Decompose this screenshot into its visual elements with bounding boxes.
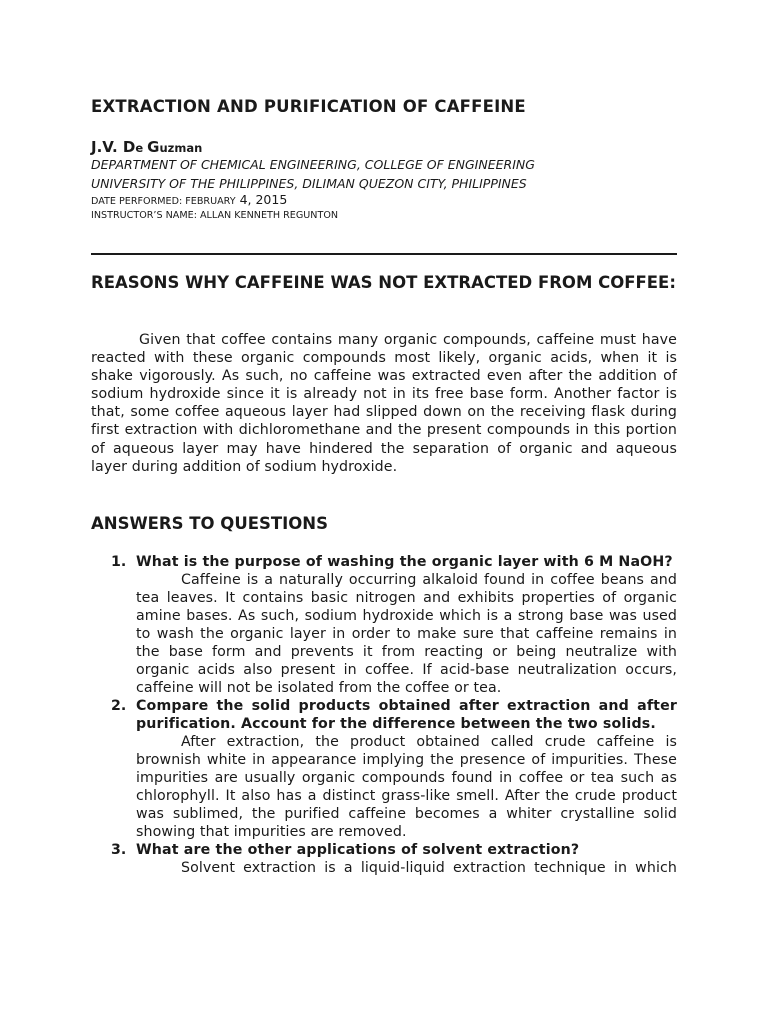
author-surname-cap: G [147, 138, 160, 156]
question-number: 3. [111, 842, 127, 858]
date-value: 4, 2015 [235, 192, 288, 207]
question-item-1 [91, 553, 677, 697]
questions-list [91, 553, 677, 877]
section-heading-answers: ANSWERS TO QUESTIONS [91, 514, 328, 533]
document-title: EXTRACTION AND PURIFICATION OF CAFFEINE [91, 97, 526, 116]
answer-text: Caffeine is a naturally occurring alkaloid found in coffee beans and tea leaves. It contains basic nitrogen and exhibits properties of organic amine bases. As such, sodium hydroxide which is a strong base was used to wash the organic layer in order to make sure that caffeine remains in the base form and prevents it from reacting or being neutralize with organic acids also present in coffee. If acid-base neutralization occurs, caffeine will not be isolated from the coffee or tea. [136, 572, 677, 696]
author-surname-lower: e [135, 141, 148, 155]
question-item-3 [91, 841, 677, 877]
author-name [91, 138, 202, 156]
author-surname-rest: uzman [159, 141, 203, 155]
author-initials: J.V. D [91, 138, 136, 156]
question-number: 2. [111, 698, 127, 714]
header-divider [91, 253, 677, 255]
section-heading-reasons: REASONS WHY CAFFEINE WAS NOT EXTRACTED FROM COFFEE: [91, 273, 676, 292]
affiliation-department: DEPARTMENT OF CHEMICAL ENGINEERING, COLLEGE OF ENGINEERING [91, 157, 535, 172]
question-text: Compare the solid products obtained after extraction and after purification. Account for the difference between the two solids. [136, 698, 677, 732]
date-performed [91, 192, 287, 207]
affiliation-university: UNIVERSITY OF THE PHILIPPINES, DILIMAN QUEZON CITY, PHILIPPINES [91, 176, 527, 191]
question-item-2 [91, 697, 677, 841]
answer-text: Solvent extraction is a liquid-liquid extraction technique in which [181, 860, 677, 876]
question-number: 1. [111, 554, 127, 570]
instructor-name: INSTRUCTOR’S NAME: ALLAN KENNETH REGUNTON [91, 210, 339, 221]
date-label: DATE PERFORMED: FEBRUARY [91, 196, 236, 207]
answer-text: After extraction, the product obtained called crude caffeine is brownish white in appearance implying the presence of impurities. These impurities are usually organic compounds found in coffee or tea such as chlorophyll. It also has a distinct grass-like smell. After the crude product was sublimed, the purified caffeine becomes a whiter crystalline solid showing that impurities are removed. [136, 734, 677, 840]
question-text: What are the other applications of solvent extraction? [136, 842, 580, 858]
reasons-paragraph: Given that coffee contains many organic compounds, caffeine must have reacted with these organic compounds most likely, organic acids, when it is shake vigorously. As such, no caffeine was extracted even after the addition of sodium hydroxide since it is already not in its free base form. Another factor is that, some coffee aqueous layer had slipped down on the receiving flask during first extraction with dichloromethane and the present compounds in this portion of aqueous layer may have hindered the separation of organic and aqueous layer during addition of sodium hydroxide. [91, 332, 677, 475]
question-text: What is the purpose of washing the organic layer with 6 M NaOH? [136, 554, 673, 570]
